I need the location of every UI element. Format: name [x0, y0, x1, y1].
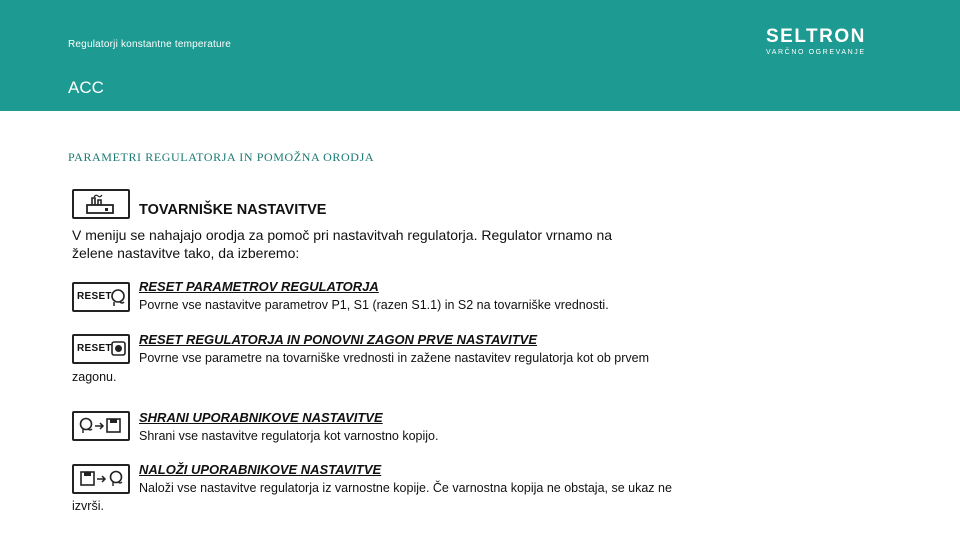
section-heading: PARAMETRI REGULATORJA IN POMOŽNA ORODJA — [68, 150, 375, 164]
page-title: ACC — [68, 78, 104, 97]
item-title-reset-restart: RESET REGULATORJA IN PONOVNI ZAGON PRVE NASTAVITVE — [139, 332, 537, 347]
item-desc-reset-restart-cont: zagonu. — [72, 370, 117, 384]
factory-icon — [72, 189, 130, 219]
factory-line-2: želene nastavitve tako, da izberemo: — [72, 245, 300, 261]
item-desc-reset-parameters: Povrne vse nastavitve parametrov P1, S1 (razen S1.1) in S2 na tovarniške vrednosti. — [139, 298, 609, 312]
item-title-save-user: SHRANI UPORABNIKOVE NASTAVITVE — [139, 410, 383, 425]
item-desc-load-user-cont: izvrši. — [72, 499, 104, 513]
user-to-disk-icon[interactable] — [72, 411, 130, 441]
logo-name: SELTRON — [766, 26, 866, 47]
factory-heading: TOVARNIŠKE NASTAVITVE — [139, 202, 327, 218]
reset-label: RESET — [77, 291, 112, 302]
reset-user-icon[interactable] — [72, 282, 130, 312]
reset-device-icon[interactable] — [72, 334, 130, 364]
item-desc-load-user: Naloži vse nastavitve regulatorja iz varnostne kopije. Če varnostna kopija ne obstaja, se ukaz ne — [139, 481, 672, 495]
item-title-reset-parameters: RESET PARAMETROV REGULATORJA — [139, 279, 379, 294]
logo-tagline: VARČNO OGREVANJE — [766, 49, 866, 56]
reset-label: RESET — [77, 343, 112, 354]
item-desc-reset-restart: Povrne vse parametre na tovarniške vrednosti in zažene nastavitev regulatorja kot ob prvem — [139, 351, 649, 365]
disk-to-user-icon[interactable] — [72, 464, 130, 494]
item-title-load-user: NALOŽI UPORABNIKOVE NASTAVITVE — [139, 462, 382, 477]
factory-line-1: V meniju se nahajajo orodja za pomoč pri nastavitvah regulatorja. Regulator vrnamo na — [72, 227, 613, 243]
seltron-logo — [766, 27, 892, 56]
header-subtitle: Regulatorji konstantne temperature — [68, 39, 232, 50]
header-bar — [0, 0, 960, 111]
item-desc-save-user: Shrani vse nastavitve regulatorja kot varnostno kopijo. — [139, 429, 439, 443]
